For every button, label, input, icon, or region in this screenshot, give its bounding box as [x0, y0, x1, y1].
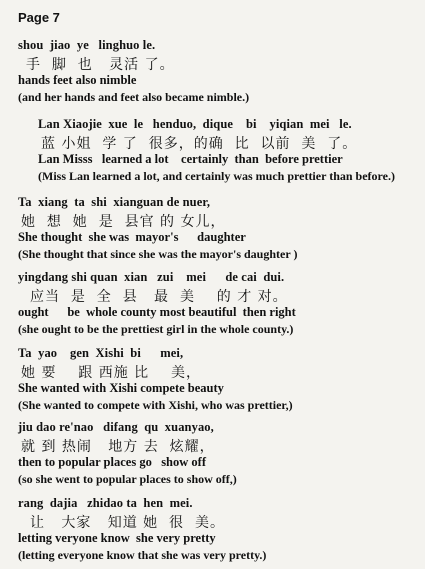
hanzi-line: 让 大家 知道 她 很 美。 — [30, 515, 225, 531]
pinyin-line: jiu dao re'nao difang qu xuanyao, — [18, 420, 214, 434]
gloss-line: then to popular places go show off — [18, 455, 206, 469]
hanzi-line: 手 脚 也 灵活 了。 — [26, 57, 175, 73]
pinyin-line: Ta yao gen Xishi bi mei, — [18, 346, 184, 360]
translation-line: (she ought to be the prettiest girl in the whole county.) — [18, 322, 294, 336]
hanzi-line: 她 想 她 是 县官 的 女儿， — [21, 214, 226, 230]
gloss-line: She thought she was mayor's daughter — [18, 230, 246, 244]
translation-line: (letting everyone know that she was very pretty.) — [18, 548, 267, 562]
translation-line: (so she went to popular places to show off,) — [18, 472, 237, 486]
hanzi-line: 应当 是 全 县 最 美 的 才 对。 — [30, 289, 288, 305]
hanzi-line: 就 到 热闹 地方 去 炫耀， — [21, 439, 215, 455]
hanzi-line: 她 要 跟 西施 比 美， — [21, 365, 201, 381]
translation-line: (Miss Lan learned a lot, and certainly was much prettier than before.) — [38, 169, 395, 183]
gloss-line: letting veryone know she very pretty — [18, 531, 216, 545]
translation-line: (and her hands and feet also became nimble.) — [18, 90, 250, 104]
gloss-line: hands feet also nimble — [18, 73, 137, 87]
pinyin-line: yingdang shi quan xian zui mei de cai dui. — [18, 270, 285, 284]
page-number: Page 7 — [18, 10, 60, 25]
gloss-line: She wanted with Xishi compete beauty — [18, 381, 224, 395]
hanzi-line: 蓝 小姐 学 了 很多，的确 比 以前 美 了。 — [41, 136, 358, 152]
pinyin-line: shou jiao ye linghuo le. — [18, 38, 156, 52]
pinyin-line: Ta xiang ta shi xianguan de nuer, — [18, 195, 211, 209]
pinyin-line: Lan Xiaojie xue le henduo, dique bi yiqian mei le. — [38, 117, 352, 131]
translation-line: (She thought that since she was the mayor's daughter ) — [18, 247, 298, 261]
translation-line: (She wanted to compete with Xishi, who was prettier,) — [18, 398, 293, 412]
pinyin-line: rang dajia zhidao ta hen mei. — [18, 496, 193, 510]
gloss-line: ought be whole county most beautiful then right — [18, 305, 296, 319]
gloss-line: Lan Misss learned a lot certainly than before prettier — [38, 152, 343, 166]
